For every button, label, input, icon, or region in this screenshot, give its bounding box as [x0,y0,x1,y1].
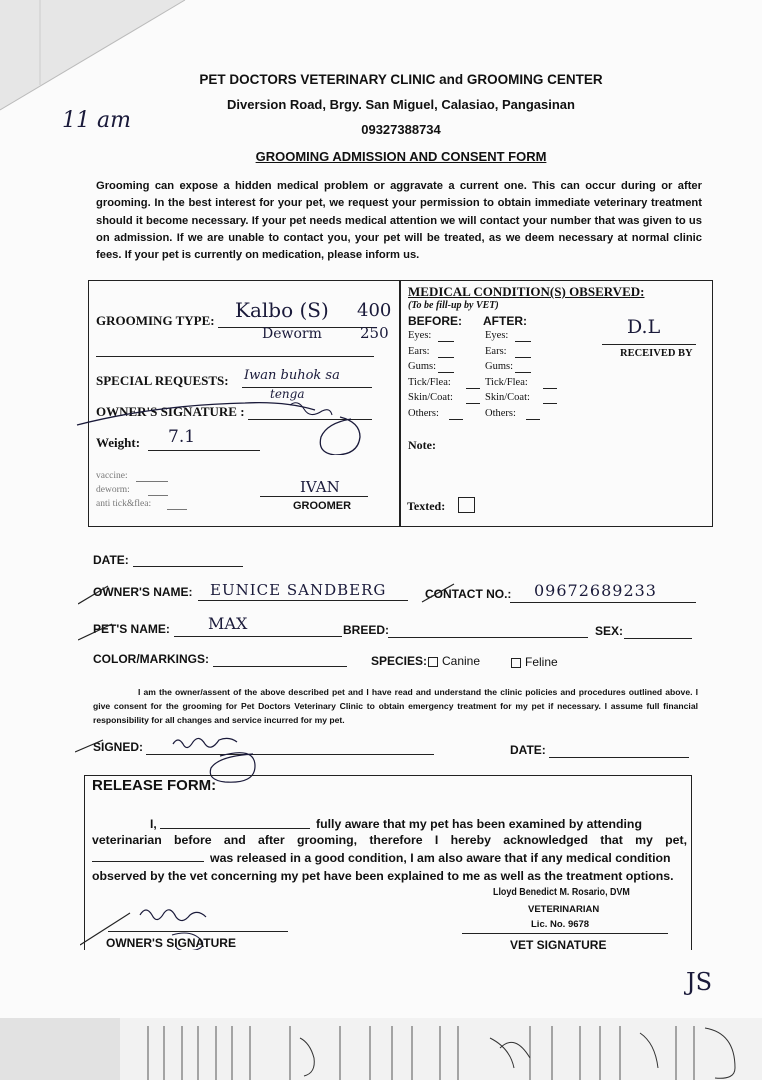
contact-value: 09672689233 [534,581,657,600]
before-gums-label: Gums: [408,361,437,372]
anti-tick-line [167,509,187,510]
vet-sig-line [462,933,668,934]
weight-label: Weight: [96,435,141,450]
release-text-1: fully aware that my pet has been examined by attending [316,817,642,831]
contact-label: CONTACT NO.: [425,587,512,601]
canine-label: Canine [442,654,481,668]
vet-title: VETERINARIAN [528,904,600,915]
medical-subtitle: (To be fill-up by VET) [408,300,499,311]
release-right-rule [691,775,692,950]
before-line [449,419,463,420]
pet-name-line [174,636,342,637]
date-label: DATE: [93,553,129,567]
strike-marks [78,580,458,620]
after-line [515,357,531,358]
release-text-2: veterinarian before and after grooming, therefore I hereby acknowledged that my pet, [92,833,687,847]
clinic-name: PET DOCTORS VETERINARY CLINIC and GROOMING CENTER [199,72,603,87]
release-top-rule [84,775,692,776]
received-line [602,344,696,345]
after-line [515,372,531,373]
after-label: AFTER: [483,314,527,328]
bottom-paper-strip [0,1018,762,1080]
after-ears-label: Ears: [485,345,507,357]
vaccine-line [136,481,168,482]
before-skincoat-label: Skin/Coat: [408,392,453,403]
groomer-label: GROOMER [293,500,352,512]
owner-sig-label: OWNER'S SIGNATURE [106,936,236,950]
breed-label: BREED: [343,623,390,637]
before-line [466,403,480,404]
vet-sig-label: VET SIGNATURE [510,938,607,952]
after-line [515,341,531,342]
before-line [438,341,454,342]
color-label: COLOR/MARKINGS: [93,652,209,666]
contact-line [510,602,696,603]
special-requests-line [242,387,372,388]
signed-date-label: DATE: [510,743,546,757]
groomer-line [260,496,368,497]
species-label: SPECIES: [371,654,428,668]
clinic-phone: 09327388734 [361,122,441,137]
weight-line [148,450,260,451]
note-label: Note: [408,438,436,452]
texted-checkbox[interactable] [458,497,475,513]
pet-strike [78,620,118,645]
intro-paragraph: Grooming can expose a hidden medical problem or aggravate a current one. This can occur during or after grooming. In the best interest for your pet, we request your permission to obtain immediate veterinary treatment should it become necessary. If your pet needs medical attention we will contact your number that was given to us on admission. If we are unable to contact you, your pet will be treated, as we deem necessary at normal clinic fees. If your pet is currently on medication, please inform us. [96,180,702,262]
feline-checkbox[interactable] [511,658,521,668]
breed-line [388,637,588,638]
margin-note: 11 am [62,108,131,133]
release-name-line [160,828,310,829]
after-line [526,419,540,420]
before-others-label: Others: [408,407,439,419]
pet-name-label: PET'S NAME: [93,622,170,636]
after-gums-label: Gums: [485,361,514,372]
form-title: GROOMING ADMISSION AND CONSENT FORM [255,149,547,164]
special-requests-value: Iwan buhok sa [244,368,340,383]
weight-value: 7.1 [168,427,196,447]
release-i: I, [150,817,157,831]
grooming-type-value: Kalbo (S) [235,298,329,322]
release-text-3: was released in a good condition, I am also aware that if any medical condition [210,851,671,865]
after-skincoat-label: Skin/Coat: [485,392,530,403]
before-line [438,357,454,358]
owner-sig-line [108,931,288,932]
deworm-line [148,495,168,496]
deworm-label: deworm: [96,485,130,495]
special-requests-label: SPECIAL REQUESTS: [96,373,229,388]
owner-signature-label: OWNER'S SIGNATURE : [96,404,245,419]
owner-name-label: OWNER'S NAME: [93,585,193,599]
owner-name-value: EUNICE SANDBERG [210,581,387,599]
before-tickflea-label: Tick/Flea: [408,376,451,388]
box-divider [399,281,401,526]
vet-license: Lic. No. 9678 [531,919,590,930]
sex-line [624,638,692,639]
deworm-value: Deworm [262,326,322,342]
vaccine-label: vaccine: [96,471,128,481]
before-ears-label: Ears: [408,345,430,357]
feline-option[interactable] [511,655,558,669]
release-text-4: observed by the vet concerning my pet have been explained to me as well as the treatment options. [92,869,674,883]
after-others-label: Others: [485,407,516,419]
anti-tick-label: anti tick&flea: [96,499,152,509]
date-line [133,566,243,567]
color-line [213,666,347,667]
received-label: RECEIVED BY [620,348,693,359]
after-line [543,403,557,404]
before-eyes-label: Eyes: [408,330,432,341]
signed-date-line [549,757,689,758]
before-line [438,372,454,373]
before-line [466,388,480,389]
clinic-address: Diversion Road, Brgy. San Miguel, Calasiao, Pangasinan [227,97,575,112]
after-tickflea-label: Tick/Flea: [485,376,528,388]
grooming-price-2: 250 [360,324,389,342]
canine-option[interactable] [428,654,480,668]
medical-title: MEDICAL CONDITION(S) OBSERVED: [408,284,645,299]
after-line [543,388,557,389]
before-label: BEFORE: [408,314,462,328]
grooming-type-label: GROOMING TYPE: [96,313,215,328]
pet-name-value: MAX [208,614,248,633]
blank-line [96,356,374,357]
after-eyes-label: Eyes: [485,330,509,341]
texted-label: Texted: [407,499,446,513]
special-requests-value-2: tenga [270,387,305,401]
consent-paragraph: I am the owner/assent of the above described pet and I have read and understand the clinic policies and procedures outlined above. I give consent for the grooming for Pet Doctors Veterinary Clinic to obtain emergency treatment for my pet if necessary. I assume full financial responsibility for all changes and service incurred for my pet. [93,687,698,725]
vet-name: Lloyd Benedict M. Rosario, DVM [493,886,630,898]
release-title: RELEASE FORM: [92,777,217,794]
received-value: D.L [627,316,661,338]
groomer-value: IVAN [300,478,340,496]
canine-checkbox[interactable] [428,657,438,667]
signed-label: SIGNED: [93,740,144,754]
grooming-price-1: 400 [357,300,392,321]
corner-mark: JS [686,968,713,996]
sex-label: SEX: [595,624,624,638]
release-pet-line [92,861,204,862]
feline-label: Feline [525,655,558,669]
